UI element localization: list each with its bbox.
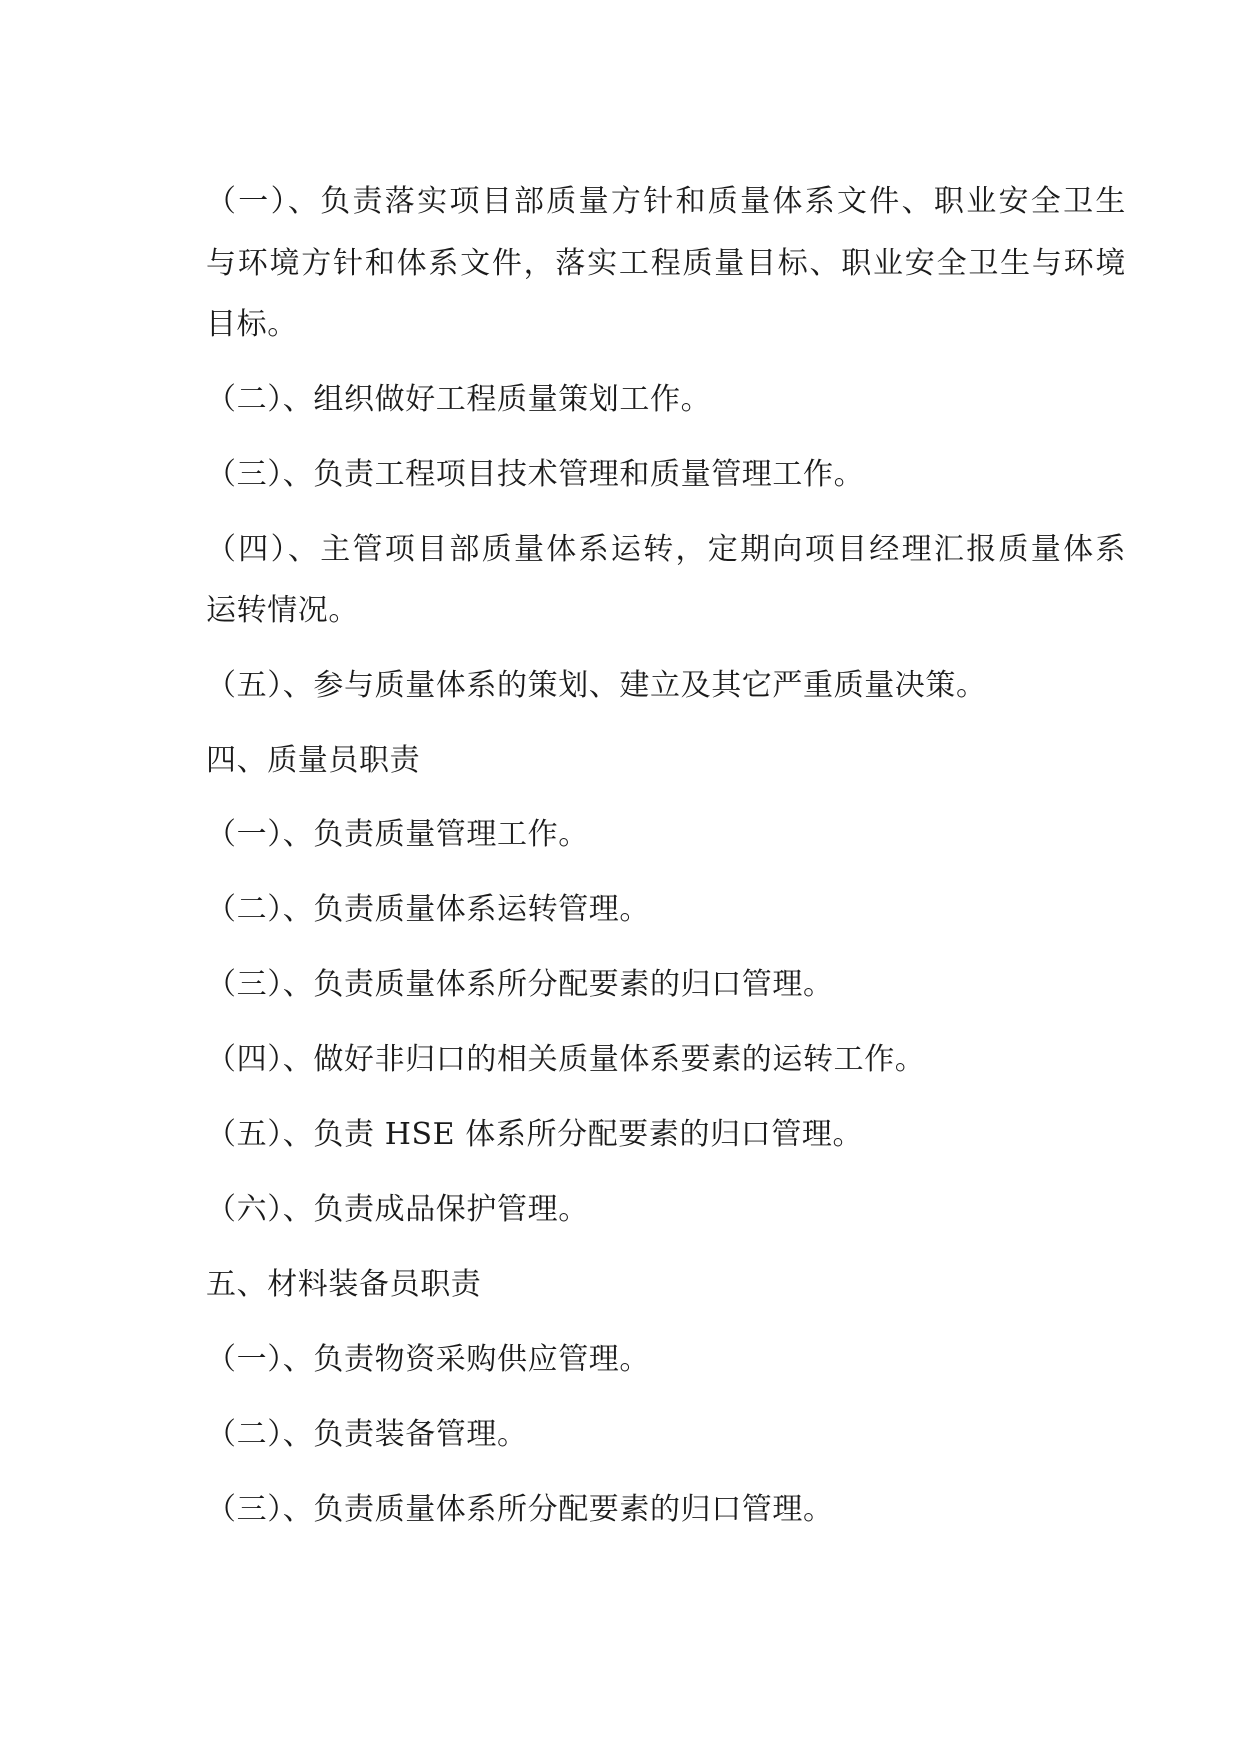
list-item: （二）、负责装备管理。 (206, 1417, 528, 1452)
paragraph-line: 目标。 (206, 307, 298, 342)
list-item: （二）、组织做好工程质量策划工作。 (206, 382, 712, 417)
list-item: （六）、负责成品保护管理。 (206, 1192, 589, 1227)
paragraph-line: 运转情况。 (206, 593, 359, 628)
list-item: （三）、负责工程项目技术管理和质量管理工作。 (206, 457, 865, 492)
list-item: （三）、负责质量体系所分配要素的归口管理。 (206, 967, 834, 1002)
list-item: （四）、做好非归口的相关质量体系要素的运转工作。 (206, 1042, 926, 1077)
paragraph-line: （一）、负责落实项目部质量方针和质量体系文件、职业安全卫生 (206, 184, 1126, 219)
section-heading: 四、质量员职责 (206, 743, 421, 778)
list-item: （一）、负责质量管理工作。 (206, 817, 589, 852)
list-item: （三）、负责质量体系所分配要素的归口管理。 (206, 1492, 834, 1527)
paragraph-line: （四）、主管项目部质量体系运转，定期向项目经理汇报质量体系 (206, 532, 1126, 567)
list-item: （一）、负责物资采购供应管理。 (206, 1342, 650, 1377)
section-heading: 五、材料装备员职责 (206, 1267, 482, 1302)
paragraph-line: 与环境方针和体系文件，落实工程质量目标、职业安全卫生与环境 (206, 246, 1126, 281)
list-item: （五）、参与质量体系的策划、建立及其它严重质量决策。 (206, 668, 987, 703)
list-item: （二）、负责质量体系运转管理。 (206, 892, 650, 927)
list-item: （五）、负责 HSE 体系所分配要素的归口管理。 (206, 1117, 864, 1152)
